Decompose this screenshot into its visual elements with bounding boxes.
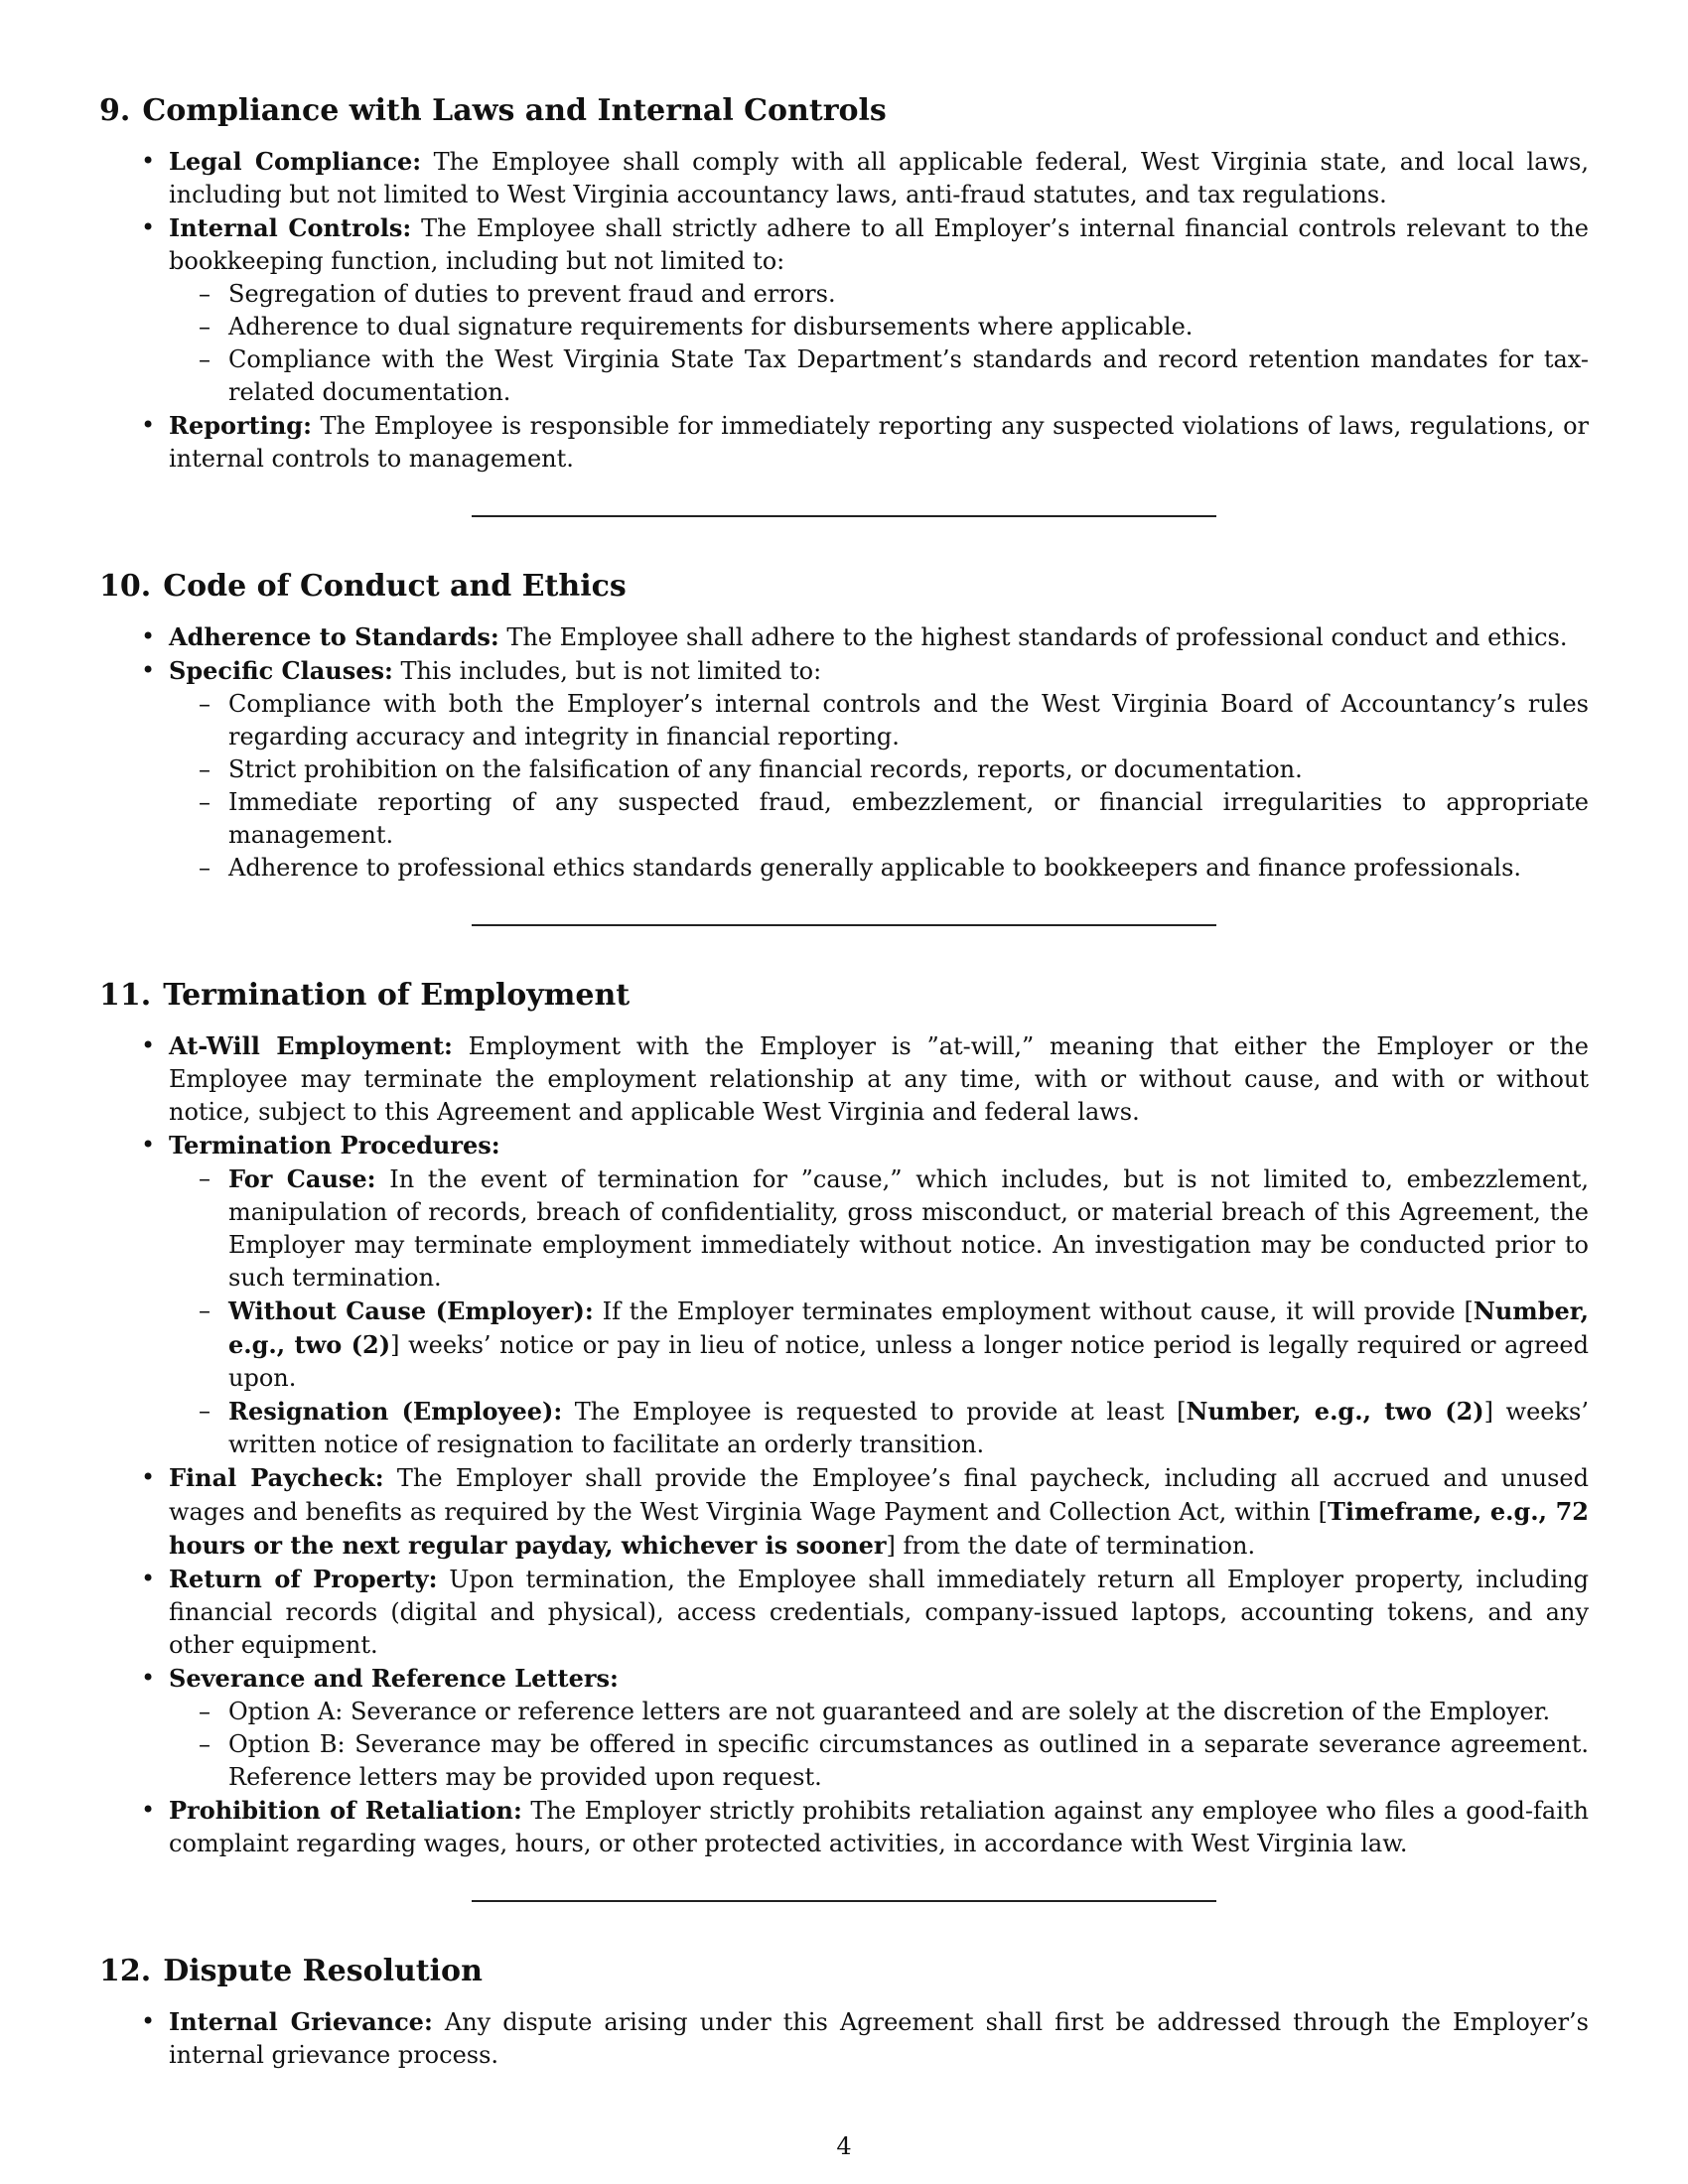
item-label: Internal Controls: — [169, 213, 412, 242]
sub-item-label: For Cause: — [228, 1164, 376, 1193]
item-label: Adherence to Standards: — [169, 622, 499, 651]
item-text: The Employee is responsible for immediately reporting any suspected violations of laws, regulations, or internal controls to management. — [169, 412, 1589, 473]
section-title: Compliance with Laws and Internal Controls — [142, 93, 887, 128]
item-text: The Employee shall comply with all applicable federal, West Virginia state, and local laws, including but not limited to West Virginia accountancy laws, anti-fraud statutes, and tax regulations. — [169, 148, 1590, 208]
list-item — [169, 409, 1589, 476]
sub-item-text: ] weeks’ notice or pay in lieu of notice, unless a longer notice period is legally required or agreed upon. — [228, 1331, 1589, 1392]
list-item — [169, 1563, 1589, 1662]
sub-item: – Segregation of duties to prevent fraud and errors. — [228, 278, 1589, 311]
item-label: Reporting: — [169, 411, 312, 440]
section-title: Dispute Resolution — [163, 1954, 483, 1988]
sub-list — [169, 278, 1589, 409]
section-divider — [472, 1900, 1216, 1902]
section-number: 10. — [99, 569, 152, 604]
document-page — [99, 91, 1589, 2072]
page-number: 4 — [836, 2132, 852, 2160]
section-11 — [99, 976, 1589, 1860]
item-text: The Employee shall strictly adhere to all Employer’s internal financial controls relevant to the bookkeeping function, including but not limited to: — [169, 214, 1589, 275]
list-item — [169, 654, 1589, 885]
item-label: At-Will Employment: — [169, 1031, 453, 1060]
list-item — [169, 1129, 1589, 1461]
item-text: Employment with the Employer is ”at-will,” meaning that either the Employer or the Employee may terminate the employment relationship at any time, with or without cause, and with or without notice, subject to this Agreement and applicable West Virginia and federal laws. — [169, 1032, 1589, 1126]
sub-item — [228, 1295, 1589, 1395]
list-item — [169, 1794, 1589, 1860]
list-item — [169, 1662, 1589, 1794]
item-label: Specific Clauses: — [169, 656, 393, 685]
bullet-list — [99, 2005, 1589, 2072]
sub-item — [228, 1395, 1589, 1461]
sub-item-text: ] weeks’ written notice of resignation to facilitate an orderly transition. — [228, 1398, 1589, 1458]
section-9 — [99, 91, 1589, 476]
section-title: Termination of Employment — [163, 978, 631, 1013]
list-item — [169, 145, 1589, 211]
list-item — [169, 2005, 1589, 2072]
list-item — [169, 1029, 1589, 1129]
sub-list — [169, 1162, 1589, 1461]
sub-item: – Immediate reporting of any suspected fraud, embezzlement, or financial irregularities to appropriate management. — [228, 786, 1589, 852]
sub-item: – Compliance with the West Virginia State Tax Department’s standards and record retention mandates for tax-related documentation. — [228, 343, 1589, 409]
sub-item-label: Without Cause (Employer): — [228, 1297, 594, 1325]
sub-item-text: If the Employer terminates employment without cause, it will provide [ — [593, 1297, 1474, 1325]
section-12 — [99, 1952, 1589, 2072]
item-label: Severance and Reference Letters: — [169, 1664, 619, 1693]
sub-item: – Option B: Severance may be offered in specific circumstances as outlined in a separate severance agreement. Reference letters may be provided upon request. — [228, 1728, 1589, 1794]
section-10 — [99, 567, 1589, 885]
sub-list — [169, 688, 1589, 885]
sub-item-text: In the event of termination for ”cause,” which includes, but is not limited to, embezzlement, manipulation of records, breach of confidentiality, gross misconduct, or material breach of this Agreement, the Employer may terminate employment immediately without notice. An investigation may be conducted prior to such termination. — [228, 1165, 1589, 1292]
item-text: This includes, but is not limited to: — [392, 657, 822, 685]
list-item — [169, 211, 1589, 409]
section-heading — [99, 567, 1589, 607]
bullet-list — [99, 620, 1589, 885]
sub-item: – Adherence to professional ethics standards generally applicable to bookkeepers and finance professionals. — [228, 852, 1589, 885]
sub-item-label: Resignation (Employee): — [228, 1397, 563, 1426]
bullet-list — [99, 145, 1589, 476]
sub-item-text: The Employee is requested to provide at least [ — [562, 1398, 1187, 1426]
section-divider — [472, 515, 1216, 517]
item-label: Prohibition of Retaliation: — [169, 1796, 522, 1825]
item-text: Any dispute arising under this Agreement shall first be addressed through the Employer’s internal grievance process. — [169, 2008, 1589, 2069]
item-label: Return of Property: — [169, 1565, 438, 1593]
sub-item: – Option A: Severance or reference letters are not guaranteed and are solely at the discretion of the Employer. — [228, 1696, 1589, 1728]
section-number: 9. — [99, 93, 131, 128]
section-heading — [99, 91, 1589, 131]
section-title: Code of Conduct and Ethics — [163, 569, 627, 604]
placeholder-value: Number, e.g., two (2) — [1186, 1397, 1484, 1426]
list-item — [169, 1461, 1589, 1563]
item-text: The Employee shall adhere to the highest standards of professional conduct and ethics. — [498, 623, 1568, 651]
sub-item: – Strict prohibition on the falsification of any financial records, reports, or documentation. — [228, 753, 1589, 786]
section-number: 12. — [99, 1954, 152, 1988]
item-label: Termination Procedures: — [169, 1131, 500, 1160]
item-text: The Employer strictly prohibits retaliation against any employee who files a good-faith complaint regarding wages, hours, or other protected activities, in accordance with West Virginia law. — [169, 1797, 1589, 1857]
placeholder-value: Timeframe, e.g., 72 hours or the next regular payday, whichever is sooner — [169, 1497, 1590, 1560]
list-item — [169, 620, 1589, 654]
sub-list — [169, 1696, 1589, 1794]
sub-item: – Adherence to dual signature requirements for disbursements where applicable. — [228, 311, 1589, 343]
section-heading — [99, 976, 1589, 1016]
section-number: 11. — [99, 978, 152, 1013]
section-heading — [99, 1952, 1589, 1991]
item-text: ] from the date of termination. — [886, 1532, 1256, 1560]
sub-item — [228, 1162, 1589, 1295]
item-label: Internal Grievance: — [169, 2007, 433, 2036]
section-divider — [472, 924, 1216, 926]
item-text: The Employer shall provide the Employee’s final paycheck, including all accrued and unused wages and benefits as required by the West Virginia Wage Payment and Collection Act, within [ — [169, 1464, 1589, 1526]
item-label: Legal Compliance: — [169, 147, 422, 176]
sub-item: – Compliance with both the Employer’s internal controls and the West Virginia Board of Accountancy’s rules regarding accuracy and integrity in financial reporting. — [228, 688, 1589, 753]
item-label: Final Paycheck: — [169, 1463, 384, 1492]
item-text: Upon termination, the Employee shall immediately return all Employer property, including financial records (digital and physical), access credentials, company-issued laptops, accounting tokens, and any other equipment. — [169, 1566, 1590, 1659]
bullet-list — [99, 1029, 1589, 1860]
placeholder-value: Number, e.g., two (2) — [228, 1297, 1590, 1359]
